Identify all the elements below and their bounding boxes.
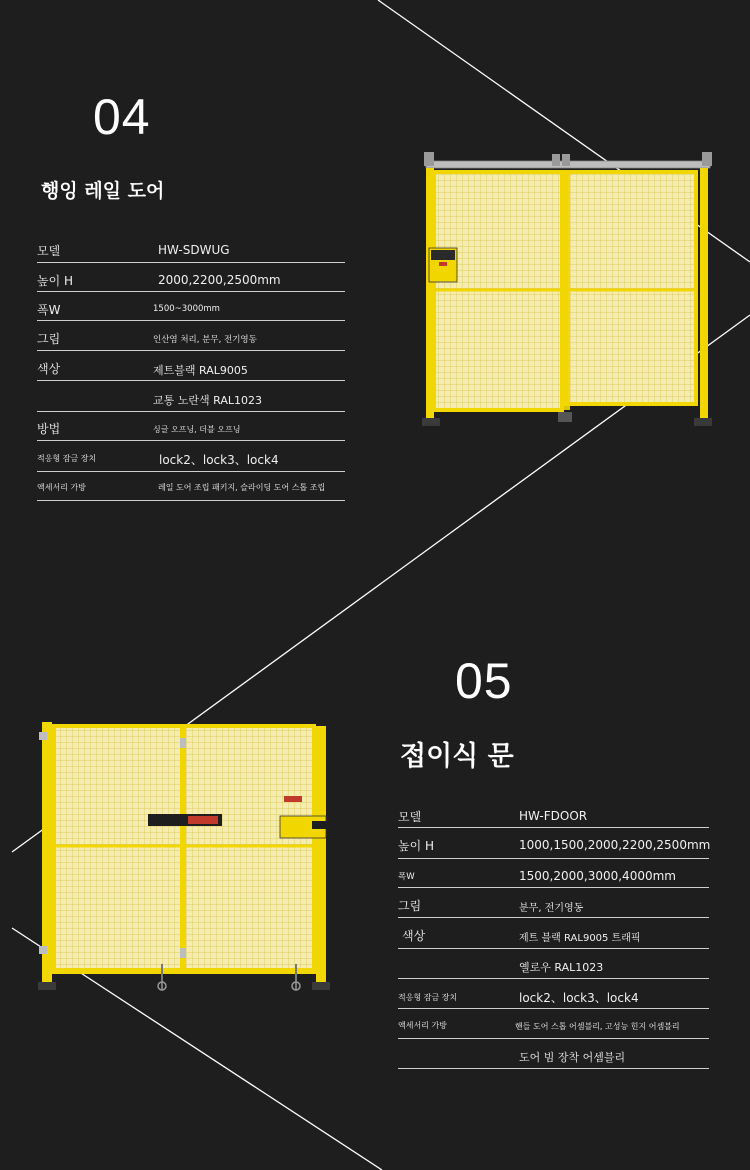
- spec-table: [398, 806, 709, 1069]
- spec-key: 높이 H: [398, 839, 435, 853]
- spec-key: 적응형 잠금 장치: [37, 454, 97, 463]
- spec-row-method: [37, 412, 345, 441]
- spec-value: 1500,2000,3000,4000mm: [519, 869, 676, 883]
- spec-key: 모델: [37, 244, 61, 258]
- spec-row-finish: [37, 321, 345, 351]
- spec-value: 레일 도어 조립 패키지, 슬라이딩 도어 스톱 조립: [158, 483, 326, 492]
- spec-key: 그림: [398, 899, 422, 913]
- folding-door-image: [36, 718, 336, 998]
- spec-row-accessory-2: [398, 1039, 709, 1069]
- spec-key: 색상: [402, 929, 426, 943]
- spec-value: 교통 노란색 RAL1023: [153, 394, 262, 407]
- section-number: 05: [455, 653, 513, 709]
- spec-row-accessory: [37, 472, 345, 501]
- spec-value: lock2、lock3、lock4: [519, 991, 639, 1005]
- hanging-rail-door-image: [414, 150, 720, 432]
- spec-key: 폭W: [37, 303, 61, 317]
- spec-key: 액세서리 가방: [398, 1021, 447, 1030]
- spec-key: 방법: [37, 422, 61, 436]
- section-title: 행잉 레일 도어: [41, 180, 165, 202]
- spec-value: 인산염 처리, 분무, 전기영동: [153, 335, 257, 345]
- spec-value: HW-FDOOR: [519, 809, 588, 823]
- spec-row-lock: [398, 979, 709, 1009]
- spec-row-finish: [398, 888, 709, 918]
- spec-value: 2000,2200,2500mm: [158, 273, 281, 287]
- spec-key: 높이 H: [37, 274, 74, 288]
- spec-row-lock: [37, 441, 345, 472]
- spec-row-color: [398, 918, 709, 949]
- spec-value: HW-SDWUG: [158, 243, 230, 257]
- spec-row-width: [37, 292, 345, 321]
- spec-row-color-2: [37, 381, 345, 412]
- spec-row-accessory: [398, 1009, 709, 1039]
- spec-row-height: [398, 828, 709, 859]
- spec-row-color: [37, 351, 345, 381]
- spec-value: 분무, 전기영동: [519, 903, 584, 914]
- spec-key: 모델: [398, 810, 422, 824]
- spec-value: 제트블랙 RAL9005: [153, 364, 248, 377]
- spec-key: 폭W: [398, 872, 415, 882]
- spec-key: 액세서리 가방: [37, 483, 86, 492]
- spec-row-color-2: [398, 949, 709, 979]
- spec-value: 싱글 오프닝, 더블 오프닝: [153, 425, 241, 434]
- spec-row-height: [37, 263, 345, 292]
- spec-value: 도어 빔 장착 어셈블리: [519, 1051, 626, 1064]
- spec-table: [37, 240, 345, 501]
- spec-value: 옐로우 RAL1023: [519, 961, 604, 974]
- spec-key: 그림: [37, 332, 61, 346]
- spec-value: 핸들 도어 스톱 어셈블리, 고성능 힌지 어셈블리: [515, 1022, 680, 1031]
- spec-value: 1500~3000mm: [153, 304, 220, 314]
- spec-row-model: [37, 240, 345, 263]
- spec-value: 제트 블랙 RAL9005 트래픽: [519, 933, 641, 944]
- spec-value: 1000,1500,2000,2200,2500mm: [519, 838, 711, 852]
- spec-key: 적응형 잠금 장치: [398, 993, 458, 1002]
- spec-value: lock2、lock3、lock4: [159, 453, 279, 467]
- spec-row-model: [398, 806, 709, 828]
- section-title: 접이식 문: [400, 741, 514, 772]
- spec-row-width: [398, 859, 709, 888]
- section-number: 04: [93, 89, 151, 145]
- spec-key: 색상: [37, 362, 61, 376]
